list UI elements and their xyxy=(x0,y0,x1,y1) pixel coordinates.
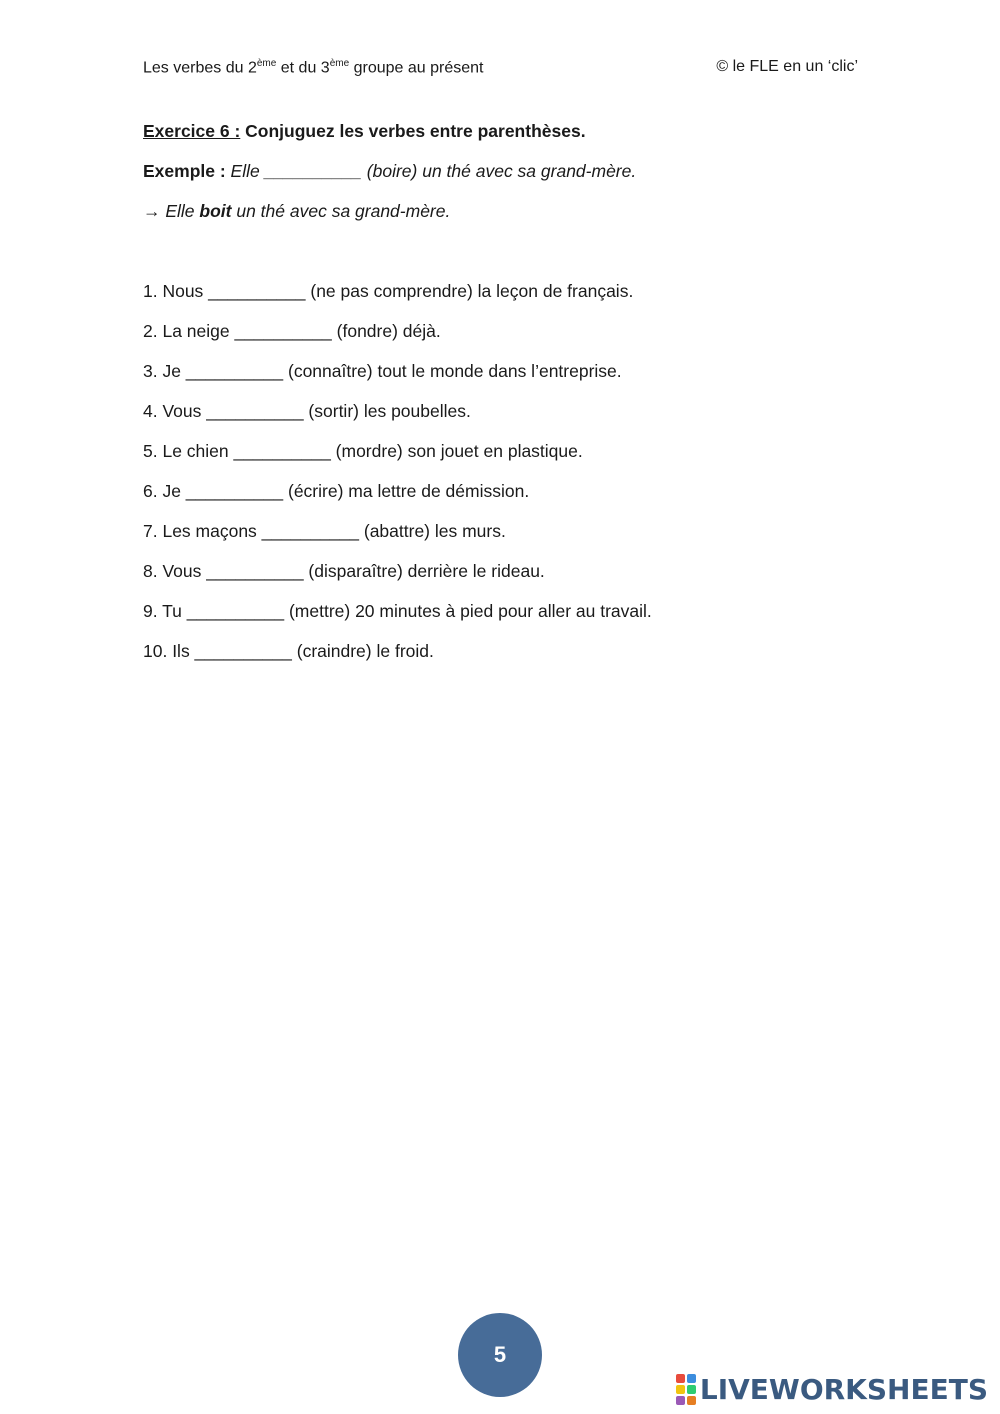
exercise-item[interactable]: 4. Vous __________ (sortir) les poubelles. xyxy=(143,401,471,421)
brand-name: LIVEWORKSHEETS xyxy=(699,1372,988,1406)
exercise-items xyxy=(143,279,858,679)
liveworksheets-logo-icon xyxy=(676,1374,696,1405)
example-line xyxy=(143,159,858,199)
exercise-item[interactable]: 7. Les maçons __________ (abattre) les murs. xyxy=(143,521,506,541)
page-number-badge xyxy=(458,1313,542,1397)
example-sentence: Elle __________ (boire) un thé avec sa grand-mère. xyxy=(225,161,637,181)
logo-square xyxy=(687,1374,696,1383)
exercise-instruction: Conjuguez les verbes entre parenthèses. xyxy=(240,121,586,141)
exercise-item[interactable]: 9. Tu __________ (mettre) 20 minutes à pied pour aller au travail. xyxy=(143,601,652,621)
exercise-number: Exercice 6 : xyxy=(143,121,241,141)
header-copyright: © le FLE en un ‘clic’ xyxy=(716,58,858,75)
logo-square xyxy=(676,1385,685,1394)
logo-square xyxy=(687,1396,696,1405)
page-header xyxy=(143,58,858,77)
page-number: 5 xyxy=(493,1342,507,1367)
exercise-item[interactable]: 6. Je __________ (écrire) ma lettre de démission. xyxy=(143,481,530,501)
logo-square xyxy=(676,1374,685,1383)
liveworksheets-brand[interactable] xyxy=(676,1372,988,1406)
logo-square xyxy=(687,1385,696,1394)
exercise-item[interactable]: 8. Vous __________ (disparaître) derrière le rideau. xyxy=(143,561,545,581)
exercise-item[interactable]: 5. Le chien __________ (mordre) son jouet en plastique. xyxy=(143,441,583,461)
example-label: Exemple : xyxy=(143,161,226,181)
header-title: Les verbes du 2ème et du 3ème groupe au présent xyxy=(143,58,484,77)
exercise-content xyxy=(143,119,858,679)
exercise-item[interactable]: 2. La neige __________ (fondre) déjà. xyxy=(143,321,441,341)
exercise-item[interactable]: 1. Nous __________ (ne pas comprendre) la leçon de français. xyxy=(143,281,634,301)
example-answer: → Elle boit un thé avec sa grand-mère. xyxy=(143,201,451,221)
example-answer-verb: boit xyxy=(199,201,232,221)
exercise-item[interactable]: 3. Je __________ (connaître) tout le monde dans l’entreprise. xyxy=(143,361,622,381)
logo-square xyxy=(676,1396,685,1405)
exercise-item[interactable]: 10. Ils __________ (craindre) le froid. xyxy=(143,641,434,661)
spacer xyxy=(143,239,858,279)
exercise-title xyxy=(143,119,858,159)
